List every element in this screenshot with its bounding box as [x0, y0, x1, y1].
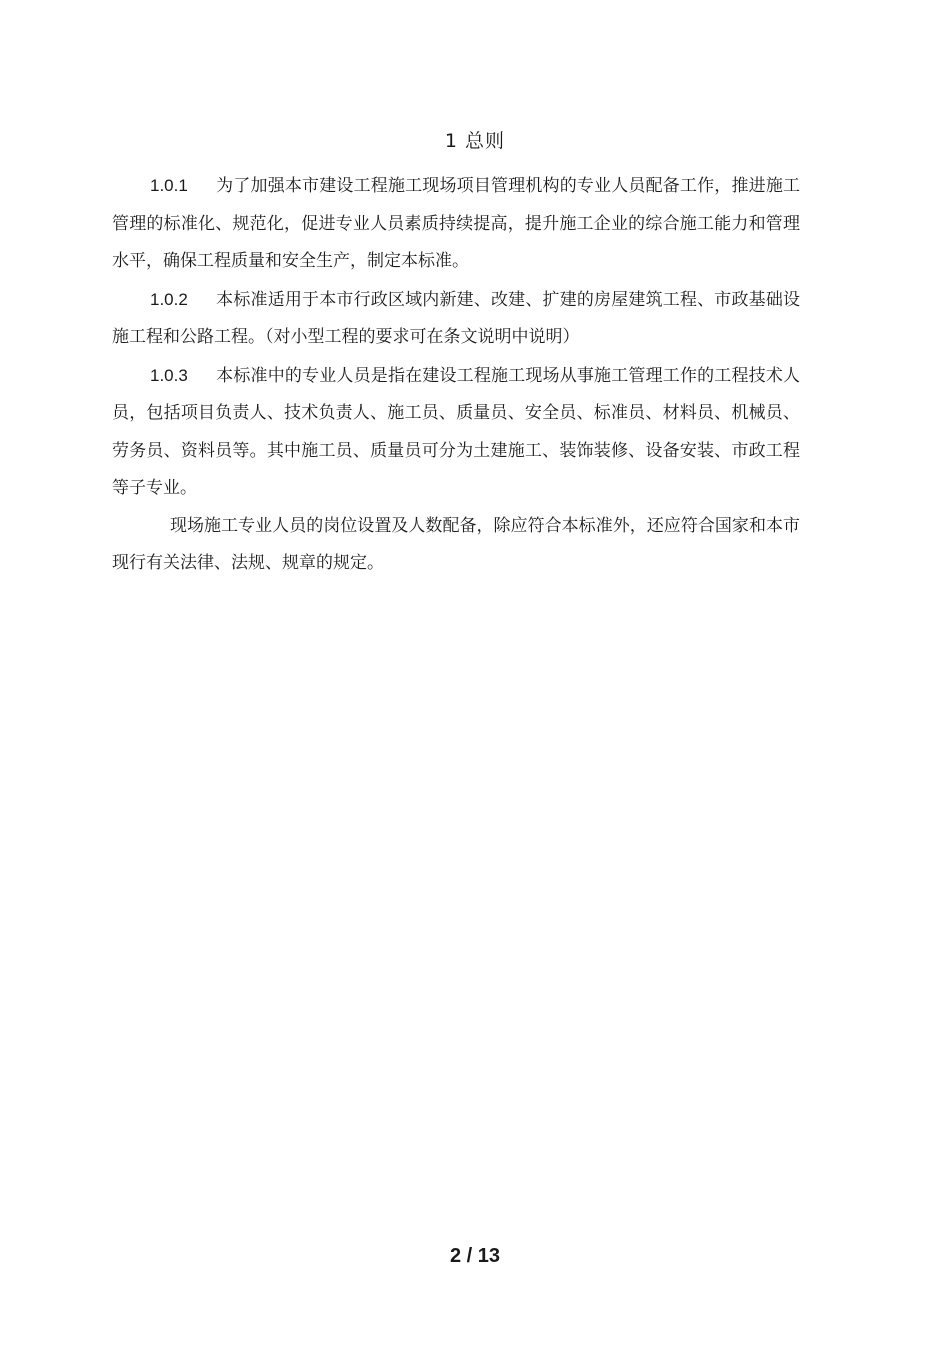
clause-number: 1.0.1	[150, 176, 188, 195]
closing-paragraph: 现场施工专业人员的岗位设置及人数配备，除应符合本标准外，还应符合国家和本市现行有关法律、法规、规章的规定。	[112, 515, 800, 573]
page-number: 2 / 13	[449, 1245, 501, 1267]
clause-text: 为了加强本市建设工程施工现场项目管理机构的专业人员配备工作，推进施工管理的标准化、规范化，促进专业人员素质持续提高，提升施工企业的综合施工能力和管理水平，确保工程质量和安全生产，制定本标准。	[112, 176, 800, 271]
clause-number: 1.0.2	[150, 289, 188, 309]
section-title: 1 总则	[444, 130, 506, 152]
clause-1-0-3	[112, 357, 800, 508]
document-body	[112, 167, 800, 583]
clause-number: 1.0.3	[150, 365, 188, 385]
clause-text: 本标准适用于本市行政区域内新建、改建、扩建的房屋建筑工程、市政基础设施工程和公路工程。（对小型工程的要求可在条文说明中说明）	[112, 289, 800, 347]
clause-text: 本标准中的专业人员是指在建设工程施工现场从事施工管理工作的工程技术人员，包括项目负责人、技术负责人、施工员、质量员、安全员、标准员、材料员、机械员、劳务员、资料员等。其中施工员、质量员可分为土建施工、装饰装修、设备安装、市政工程等子专业。	[112, 365, 800, 498]
clause-1-0-2	[112, 281, 800, 357]
clause-1-0-1	[112, 167, 800, 281]
